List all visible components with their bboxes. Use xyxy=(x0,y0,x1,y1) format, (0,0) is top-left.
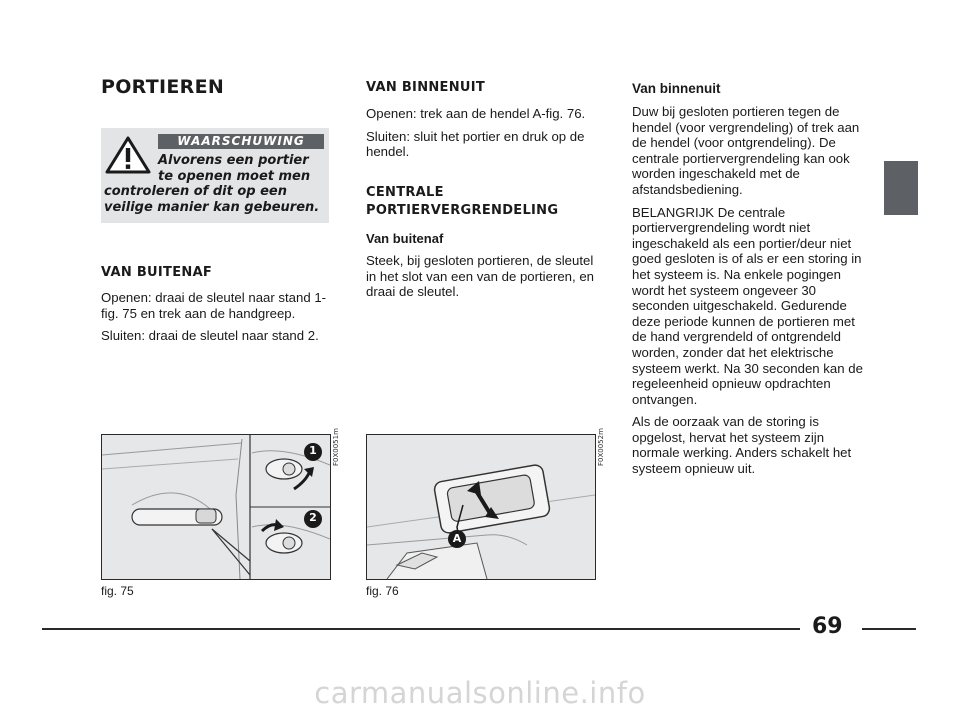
centrale-body xyxy=(366,253,606,307)
figure-75-illustration xyxy=(102,435,330,579)
van-buitenaf-heading: VAN BUITENAF xyxy=(101,265,213,280)
van-binnenuit-body xyxy=(366,106,606,167)
col3-paragraph: BELANGRIJK De centrale portiervergrendeling wordt niet ingeschakeld als een portier/deur niet goed gesloten is of als er een storing in het systeem is. Na enkele pogingen wordt het systeem ongeveer 30 seconden uitgeschakeld. Gedurende deze periode kunnen de portieren met de hand vergrendeld of ontgrendeld worden, zonder dat het elektrische systeem werkt. Na 30 seconden kan de regeleenheid opnieuw opdrachten ontvangen. xyxy=(632,204,863,407)
figure-75-caption: fig. 75 xyxy=(101,584,134,598)
warning-label: WAARSCHUWING xyxy=(158,134,324,149)
marker-a: A xyxy=(452,532,462,545)
footer-rule-right xyxy=(862,628,916,630)
marker-1: 1 xyxy=(309,444,317,457)
van-buitenaf-body xyxy=(101,290,341,351)
figure-76-caption: fig. 76 xyxy=(366,584,399,598)
van-buitenaf-paragraph: Sluiten: draai de sleutel naar stand 2. xyxy=(101,328,319,344)
col3-paragraph: Duw bij gesloten portieren tegen de hendel (voor vergrendeling) of trek aan de hendel (voor ontgrendeling). De centrale portiervergrendeling kan ook worden ingeschakeld met de afstandsbediening. xyxy=(632,104,860,197)
figure-75 xyxy=(101,434,331,580)
warning-text-b: controleren of dit op een veilige manier kan gebeuren. xyxy=(104,184,320,215)
centrale-subheading: Van buitenaf xyxy=(366,231,444,246)
footer-rule-left xyxy=(42,628,800,630)
page-number: 69 xyxy=(812,614,843,639)
van-binnenuit-heading: VAN BINNENUIT xyxy=(366,80,486,95)
page-title: PORTIEREN xyxy=(101,76,225,98)
col3-subheading: Van binnenuit xyxy=(632,81,721,96)
van-binnenuit-paragraph: Openen: trek aan de hendel A-fig. 76. xyxy=(366,106,586,121)
warning-box xyxy=(101,128,329,223)
watermark: carmanualsonline.info xyxy=(314,676,646,710)
col3-body xyxy=(632,104,872,484)
centrale-heading: CENTRALE PORTIERVERGRENDELING xyxy=(366,185,559,218)
figure-76-code: F0X0052m xyxy=(597,428,605,466)
figure-75-code: F0X0051m xyxy=(332,428,340,466)
warning-text-a: Alvorens een portier te openen moet men xyxy=(158,153,311,184)
van-binnenuit-paragraph: Sluiten: sluit het portier en druk op de hendel. xyxy=(366,128,585,160)
figure-76 xyxy=(366,434,596,580)
figure-76-illustration xyxy=(367,435,595,579)
col3-paragraph: Als de oorzaak van de storing is opgelost, hervat het systeem zijn normale werking. Anders schakelt het systeem opnieuw uit. xyxy=(632,414,852,477)
warning-triangle-icon xyxy=(105,136,151,174)
marker-2: 2 xyxy=(309,511,317,524)
chapter-tab xyxy=(884,161,918,215)
centrale-paragraph: Steek, bij gesloten portieren, de sleutel in het slot van een van de portieren, en draai de sleutel. xyxy=(366,253,595,300)
van-buitenaf-paragraph: Openen: draai de sleutel naar stand 1-fig. 75 en trek aan de handgreep. xyxy=(101,290,327,321)
